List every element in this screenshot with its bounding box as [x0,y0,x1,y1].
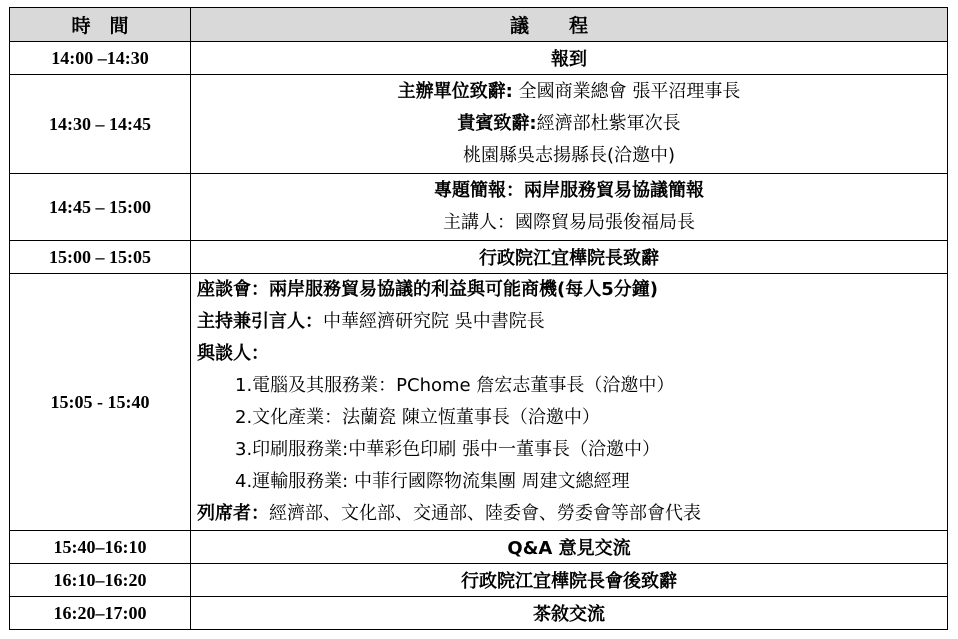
time-cell: 16:20–17:00 [10,597,191,630]
header-agenda [191,8,948,42]
line-label: 主辦單位致辭: [397,81,513,102]
moderator-label: 主持兼引言人： [197,311,323,332]
agenda-item: 報到 [191,42,948,75]
agenda-item: Q&A 意見交流 [191,531,948,564]
agenda-table [9,7,948,630]
time-cell: 14:30 – 14:45 [10,75,191,174]
time-cell: 15:40–16:10 [10,531,191,564]
attendees-label: 列席者： [197,503,269,524]
agenda-row-opening [10,75,948,174]
header-agenda-label: 議程 [509,15,628,37]
line-text: 全國商業總會 張平沼理事長 [512,81,741,102]
agenda-row-forum [10,274,948,531]
agenda-line [191,140,947,172]
attendees-list: 經濟部、文化部、交通部、陸委會、勞委會等部會代表 [269,503,701,524]
agenda-row-qa [10,531,948,564]
attendees-line [191,498,947,530]
agenda-item: 行政院江宜樺院長會後致辭 [191,564,948,597]
panelist-item: 1.電腦及其服務業：PChome 詹宏志董事長（洽邀中） [235,375,675,396]
agenda-item [191,274,948,531]
moderator-name: 中華經濟研究院 吳中書院長 [323,311,545,332]
agenda-row-checkin [10,42,948,75]
agenda-row-tea [10,597,948,630]
agenda-item: 行政院江宜樺院長致辭 [191,241,948,274]
agenda-item [191,75,948,174]
header-time: 時 間 [10,8,191,42]
line-label: 貴賓致辭: [457,113,537,134]
panelist-item: 3.印刷服務業:中華彩色印刷 張中一董事長（洽邀中） [235,439,660,460]
time-cell: 15:05 - 15:40 [10,274,191,531]
agenda-line [191,76,947,108]
agenda-item [191,174,948,241]
panelist-item: 2.文化產業：法蘭瓷 陳立恆董事長（洽邀中） [235,407,600,428]
time-cell: 16:10–16:20 [10,564,191,597]
agenda-row-closing-remarks [10,564,948,597]
agenda-row-premier-remarks [10,241,948,274]
agenda-item: 茶敘交流 [191,597,948,630]
time-cell: 14:45 – 15:00 [10,174,191,241]
panelist-item: 4.運輸服務業: 中菲行國際物流集團 周建文總經理 [235,471,630,492]
panel-label: 與談人： [197,343,269,364]
line-text: 經濟部杜紫軍次長 [536,113,681,134]
time-cell: 14:00 –14:30 [10,42,191,75]
agenda-line: 主講人：國際貿易局張俊福局長 [443,212,695,233]
agenda-line [191,108,947,140]
header-row [10,8,948,42]
line-text: 桃園縣吳志揚縣長(洽邀中) [462,145,676,166]
agenda-line: 專題簡報：兩岸服務貿易協議簡報 [434,180,704,201]
time-cell: 15:00 – 15:05 [10,241,191,274]
forum-title: 座談會：兩岸服務貿易協議的利益與可能商機(每人5分鐘) [197,279,658,300]
agenda-row-briefing [10,174,948,241]
moderator-line [191,306,947,338]
